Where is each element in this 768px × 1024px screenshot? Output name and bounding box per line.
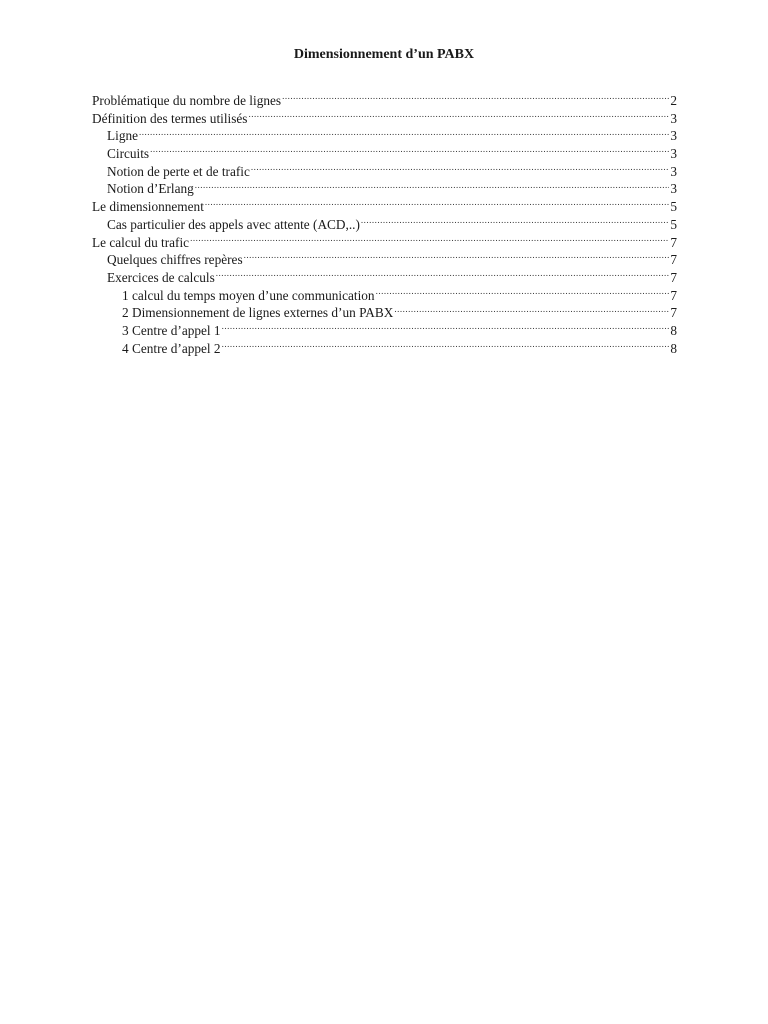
- toc-entry-label: Le calcul du trafic: [92, 234, 190, 250]
- toc-dot-leader: [282, 92, 669, 105]
- toc-entry[interactable]: [92, 145, 677, 163]
- toc-entry[interactable]: [92, 127, 677, 145]
- toc-entry-label: 3 Centre d’appel 1: [122, 322, 221, 338]
- toc-entry[interactable]: [92, 163, 677, 181]
- toc-entry[interactable]: [92, 110, 677, 128]
- toc-entry-label: 1 calcul du temps moyen d’une communication: [122, 287, 375, 303]
- toc-entry-label: Le dimensionnement: [92, 199, 204, 215]
- toc-dot-leader: [195, 180, 669, 193]
- toc-dot-leader: [222, 322, 669, 335]
- toc-entry-label: Cas particulier des appels avec attente (ACD,..): [107, 216, 360, 232]
- toc-dot-leader: [150, 145, 669, 158]
- toc-page-number: 3: [670, 110, 677, 126]
- toc-entry[interactable]: [92, 180, 677, 198]
- toc-entry-label: Problématique du nombre de lignes: [92, 93, 282, 108]
- toc-entry-label: Notion de perte et de trafic: [107, 163, 250, 179]
- toc-entry-label: 2 Dimensionnement de lignes externes d’un PABX: [122, 305, 394, 321]
- toc-entry-label: Circuits: [107, 146, 150, 162]
- toc-page-number: 7: [670, 305, 677, 321]
- toc-entry-label: Définition des termes utilisés: [92, 110, 248, 126]
- toc-dot-leader: [205, 198, 669, 211]
- toc-dot-leader: [251, 163, 669, 176]
- toc-entry-label: Ligne: [107, 128, 139, 144]
- toc-page-number: 8: [670, 340, 677, 356]
- toc-dot-leader: [244, 251, 669, 264]
- toc-page-number: 3: [670, 181, 677, 197]
- toc-page-number: 8: [670, 322, 677, 338]
- toc-entry[interactable]: [92, 92, 677, 110]
- toc-page-number: 5: [670, 216, 677, 232]
- toc-dot-leader: [361, 216, 669, 229]
- toc-entry-label: Quelques chiffres repères: [107, 252, 243, 268]
- toc-page-number: 5: [670, 199, 677, 215]
- toc-page-number: 7: [670, 287, 677, 303]
- toc-entry-label: Exercices de calculs: [107, 269, 215, 285]
- toc-page-number: 7: [670, 269, 677, 285]
- document-title: Dimensionnement d’un PABX: [293, 47, 475, 62]
- toc-dot-leader: [216, 269, 669, 282]
- toc-entry[interactable]: [92, 198, 677, 216]
- toc-entry-label: 4 Centre d’appel 2: [122, 340, 221, 356]
- toc-page-number: 3: [670, 128, 677, 144]
- toc-page-number: 7: [670, 252, 677, 268]
- toc-entry[interactable]: [92, 322, 677, 340]
- toc-entry[interactable]: [92, 234, 677, 252]
- toc-entry-label: Notion d’Erlang: [107, 181, 194, 197]
- toc-entry[interactable]: [92, 340, 677, 358]
- toc-entry[interactable]: [92, 216, 677, 234]
- toc-page-number: 3: [670, 146, 677, 162]
- toc-dot-leader: [394, 304, 669, 317]
- toc-dot-leader: [222, 340, 669, 353]
- toc-dot-leader: [190, 234, 669, 247]
- toc-page-number: 2: [670, 93, 677, 108]
- toc-entry[interactable]: [92, 287, 677, 305]
- toc-page-number: 3: [670, 163, 677, 179]
- toc-dot-leader: [248, 110, 669, 123]
- toc-entry[interactable]: [92, 251, 677, 269]
- toc-entry[interactable]: [92, 269, 677, 287]
- toc-page-number: 7: [670, 234, 677, 250]
- table-of-contents: [92, 92, 677, 357]
- toc-dot-leader: [139, 127, 669, 140]
- toc-entry[interactable]: [92, 304, 677, 322]
- toc-dot-leader: [376, 287, 669, 300]
